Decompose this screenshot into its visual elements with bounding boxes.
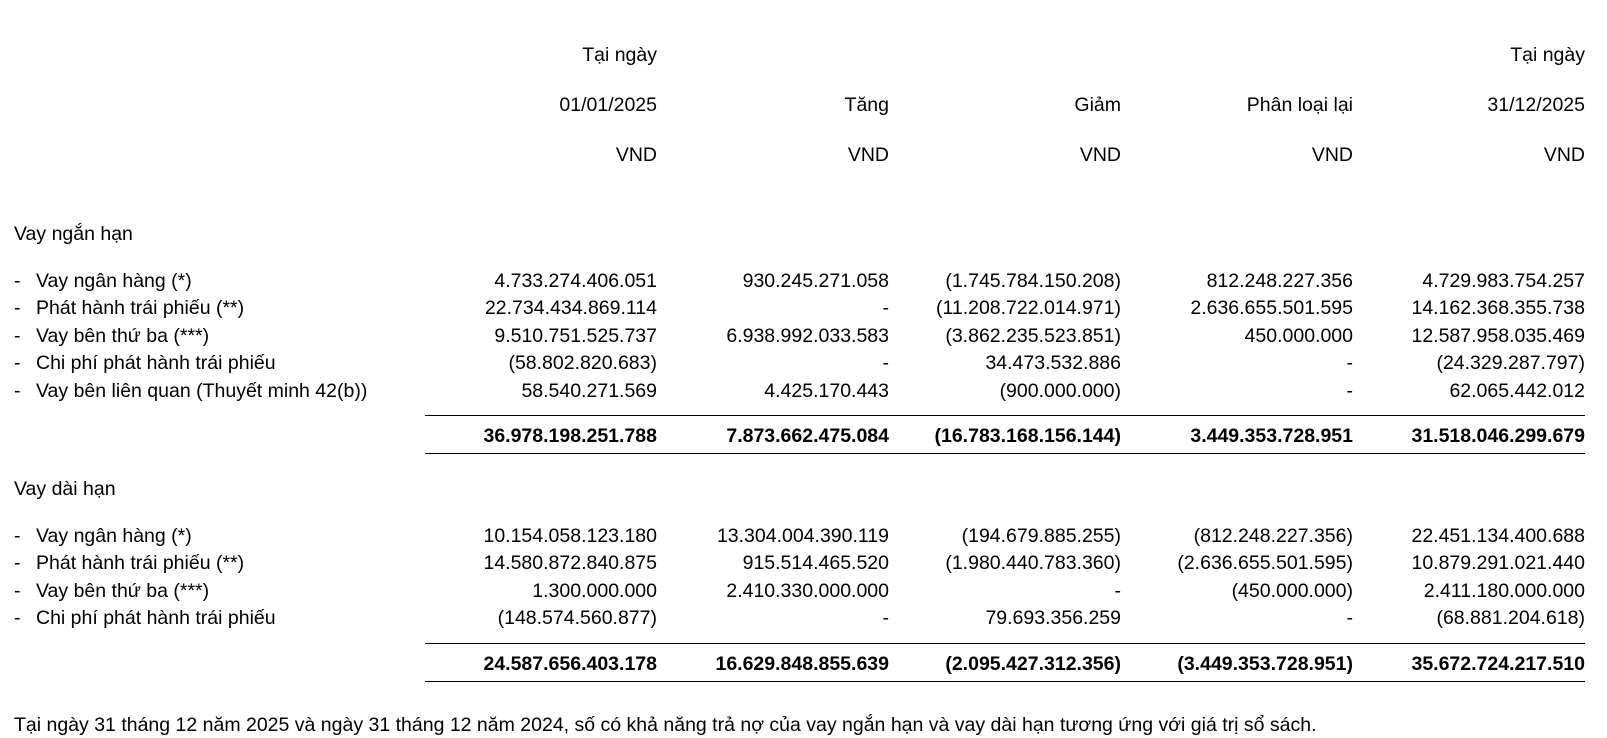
double-rule-row xyxy=(14,681,1585,686)
bullet-dash: - xyxy=(14,579,21,602)
cell-decrease: (11.208.722.014.971) xyxy=(935,297,1121,319)
bullet-dash: - xyxy=(14,269,21,292)
footnote-text: Tại ngày 31 tháng 12 năm 2025 và ngày 31 tháng 12 năm 2024, số có khả năng trả nợ của vay ngắn hạn và vay dài hạn tương ứng với giá trị sổ sách. xyxy=(14,713,1317,736)
row-label xyxy=(14,550,425,578)
total-row-short-term xyxy=(14,416,1585,454)
cell-decrease: (900.000.000) xyxy=(999,379,1121,402)
header-line-2: Giảm xyxy=(1074,94,1121,116)
row-label xyxy=(14,323,425,351)
row-label xyxy=(14,605,425,633)
row-label-text: Vay bên thứ ba (***) xyxy=(36,579,210,602)
row-label-text: Vay bên thứ ba (***) xyxy=(36,324,210,347)
table-row xyxy=(14,578,1585,606)
row-label xyxy=(14,378,425,406)
rule xyxy=(1353,681,1585,686)
cell-opening: 1.300.000.000 xyxy=(532,579,657,602)
cell-increase: 13.304.004.390.119 xyxy=(716,524,889,547)
section-heading-row xyxy=(14,203,1585,255)
table-body xyxy=(14,203,1585,686)
row-label-text: Phát hành trái phiếu (**) xyxy=(36,552,245,574)
cell-opening: 4.733.274.406.051 xyxy=(494,269,657,292)
rule xyxy=(889,681,1121,686)
total-increase: 16.629.848.855.639 xyxy=(657,643,889,681)
total-row-long-term xyxy=(14,643,1585,681)
cell-closing: (24.329.287.797) xyxy=(1436,352,1585,374)
section-heading-row xyxy=(14,458,1585,510)
row-label-text: Chi phí phát hành trái phiếu xyxy=(36,352,276,374)
total-reclass: 3.449.353.728.951 xyxy=(1121,416,1353,454)
total-decrease: (2.095.427.312.356) xyxy=(889,643,1121,681)
cell-reclass: (812.248.227.356) xyxy=(1193,524,1353,547)
cell-increase: 6.938.992.033.583 xyxy=(726,324,889,347)
header-line-3: VND xyxy=(615,144,657,166)
spacer-row xyxy=(14,633,1585,644)
cell-increase: - xyxy=(882,607,889,629)
column-header-increase xyxy=(657,18,889,203)
cell-opening: (148.574.560.877) xyxy=(497,607,657,629)
cell-decrease: (3.862.235.523.851) xyxy=(945,324,1121,347)
cell-increase: - xyxy=(882,297,889,319)
bullet-dash: - xyxy=(14,379,21,402)
column-header-decrease xyxy=(889,18,1121,203)
bullet-dash: - xyxy=(14,324,21,347)
cell-reclass: (450.000.000) xyxy=(1231,579,1353,602)
section-title-long-term: Vay dài hạn xyxy=(14,478,116,500)
header-line-1: Tại ngày xyxy=(582,44,657,66)
row-label-text: Phát hành trái phiếu (**) xyxy=(36,297,245,319)
header-line-3: VND xyxy=(847,144,889,166)
cell-increase: 4.425.170.443 xyxy=(764,379,889,402)
bullet-dash: - xyxy=(14,352,21,374)
cell-reclass: - xyxy=(1346,607,1353,629)
cell-opening: (58.802.820.683) xyxy=(508,352,657,374)
table-row xyxy=(14,378,1585,406)
cell-closing: 22.451.134.400.688 xyxy=(1411,524,1585,547)
header-blank xyxy=(14,18,425,203)
cell-closing: 4.729.983.754.257 xyxy=(1422,269,1585,292)
table-header xyxy=(14,18,1585,203)
borrowings-table xyxy=(14,18,1585,686)
cell-reclass: (2.636.655.501.595) xyxy=(1177,552,1353,574)
total-opening: 36.978.198.251.788 xyxy=(425,416,657,454)
cell-decrease: 79.693.356.259 xyxy=(985,607,1121,629)
row-label xyxy=(14,350,425,378)
cell-opening: 14.580.872.840.875 xyxy=(483,552,657,574)
header-line-2: 01/01/2025 xyxy=(559,94,657,116)
cell-closing: 2.411.180.000.000 xyxy=(1423,579,1585,602)
cell-closing: 12.587.958.035.469 xyxy=(1411,324,1585,347)
header-line-2: Tăng xyxy=(844,94,889,116)
spacer-row xyxy=(14,405,1585,416)
row-label-text: Chi phí phát hành trái phiếu xyxy=(36,607,276,629)
row-label-text: Vay bên liên quan (Thuyết minh 42(b)) xyxy=(36,379,368,402)
cell-closing: 14.162.368.355.738 xyxy=(1411,297,1585,319)
total-closing: 35.672.724.217.510 xyxy=(1353,643,1585,681)
header-line-3: VND xyxy=(1079,144,1121,166)
table-row xyxy=(14,523,1585,551)
header-line-2: Phân loại lại xyxy=(1246,94,1353,116)
header-line-3: VND xyxy=(1311,144,1353,166)
cell-reclass: - xyxy=(1346,379,1353,402)
row-label xyxy=(14,523,425,551)
cell-decrease: - xyxy=(1114,579,1121,602)
table-row xyxy=(14,350,1585,378)
header-line-3: VND xyxy=(1543,144,1585,166)
section-title-short-term: Vay ngắn hạn xyxy=(14,223,133,245)
bullet-dash: - xyxy=(14,524,21,547)
spacer-row xyxy=(14,255,1585,268)
cell-reclass: - xyxy=(1346,352,1353,374)
row-label-text: Vay ngân hàng (*) xyxy=(36,269,192,292)
cell-decrease: (1.980.440.783.360) xyxy=(945,552,1121,574)
rule xyxy=(657,681,889,686)
table-row xyxy=(14,550,1585,578)
bullet-dash: - xyxy=(14,297,21,319)
header-line-2: 31/12/2025 xyxy=(1487,94,1585,116)
cell-opening: 22.734.434.869.114 xyxy=(484,297,657,319)
header-row xyxy=(14,18,1585,203)
column-header-opening xyxy=(425,18,657,203)
row-label xyxy=(14,578,425,606)
cell-decrease: (1.745.784.150.208) xyxy=(945,269,1121,292)
total-opening: 24.587.656.403.178 xyxy=(425,643,657,681)
row-label xyxy=(14,268,425,296)
cell-reclass: 812.248.227.356 xyxy=(1206,269,1353,292)
cell-increase: 915.514.465.520 xyxy=(742,552,889,574)
table-row xyxy=(14,268,1585,296)
cell-opening: 9.510.751.525.737 xyxy=(494,324,657,347)
cell-decrease: 34.473.532.886 xyxy=(985,352,1121,374)
total-closing: 31.518.046.299.679 xyxy=(1353,416,1585,454)
table-row xyxy=(14,295,1585,323)
cell-increase: 930.245.271.058 xyxy=(742,269,889,292)
bullet-dash: - xyxy=(14,607,21,629)
total-decrease: (16.783.168.156.144) xyxy=(889,416,1121,454)
column-header-closing xyxy=(1353,18,1585,203)
column-header-reclassification xyxy=(1121,18,1353,203)
spacer-row xyxy=(14,510,1585,523)
cell-reclass: 450.000.000 xyxy=(1244,324,1353,347)
header-line-1: Tại ngày xyxy=(1510,44,1585,66)
cell-decrease: (194.679.885.255) xyxy=(961,524,1121,547)
row-label-text: Vay ngân hàng (*) xyxy=(36,524,192,547)
rule xyxy=(1121,681,1353,686)
cell-increase: 2.410.330.000.000 xyxy=(726,579,889,602)
cell-opening: 10.154.058.123.180 xyxy=(483,524,657,547)
row-label xyxy=(14,295,425,323)
total-label xyxy=(14,643,425,681)
total-label xyxy=(14,416,425,454)
table-row xyxy=(14,605,1585,633)
total-increase: 7.873.662.475.084 xyxy=(657,416,889,454)
table-row xyxy=(14,323,1585,351)
bullet-dash: - xyxy=(14,552,21,574)
cell-increase: - xyxy=(882,352,889,374)
cell-closing: 10.879.291.021.440 xyxy=(1411,552,1585,574)
cell-closing: 62.065.442.012 xyxy=(1449,379,1585,402)
cell-closing: (68.881.204.618) xyxy=(1436,607,1585,629)
rule xyxy=(425,681,657,686)
total-reclass: (3.449.353.728.951) xyxy=(1121,643,1353,681)
cell-opening: 58.540.271.569 xyxy=(521,379,657,402)
cell-reclass: 2.636.655.501.595 xyxy=(1190,297,1353,319)
